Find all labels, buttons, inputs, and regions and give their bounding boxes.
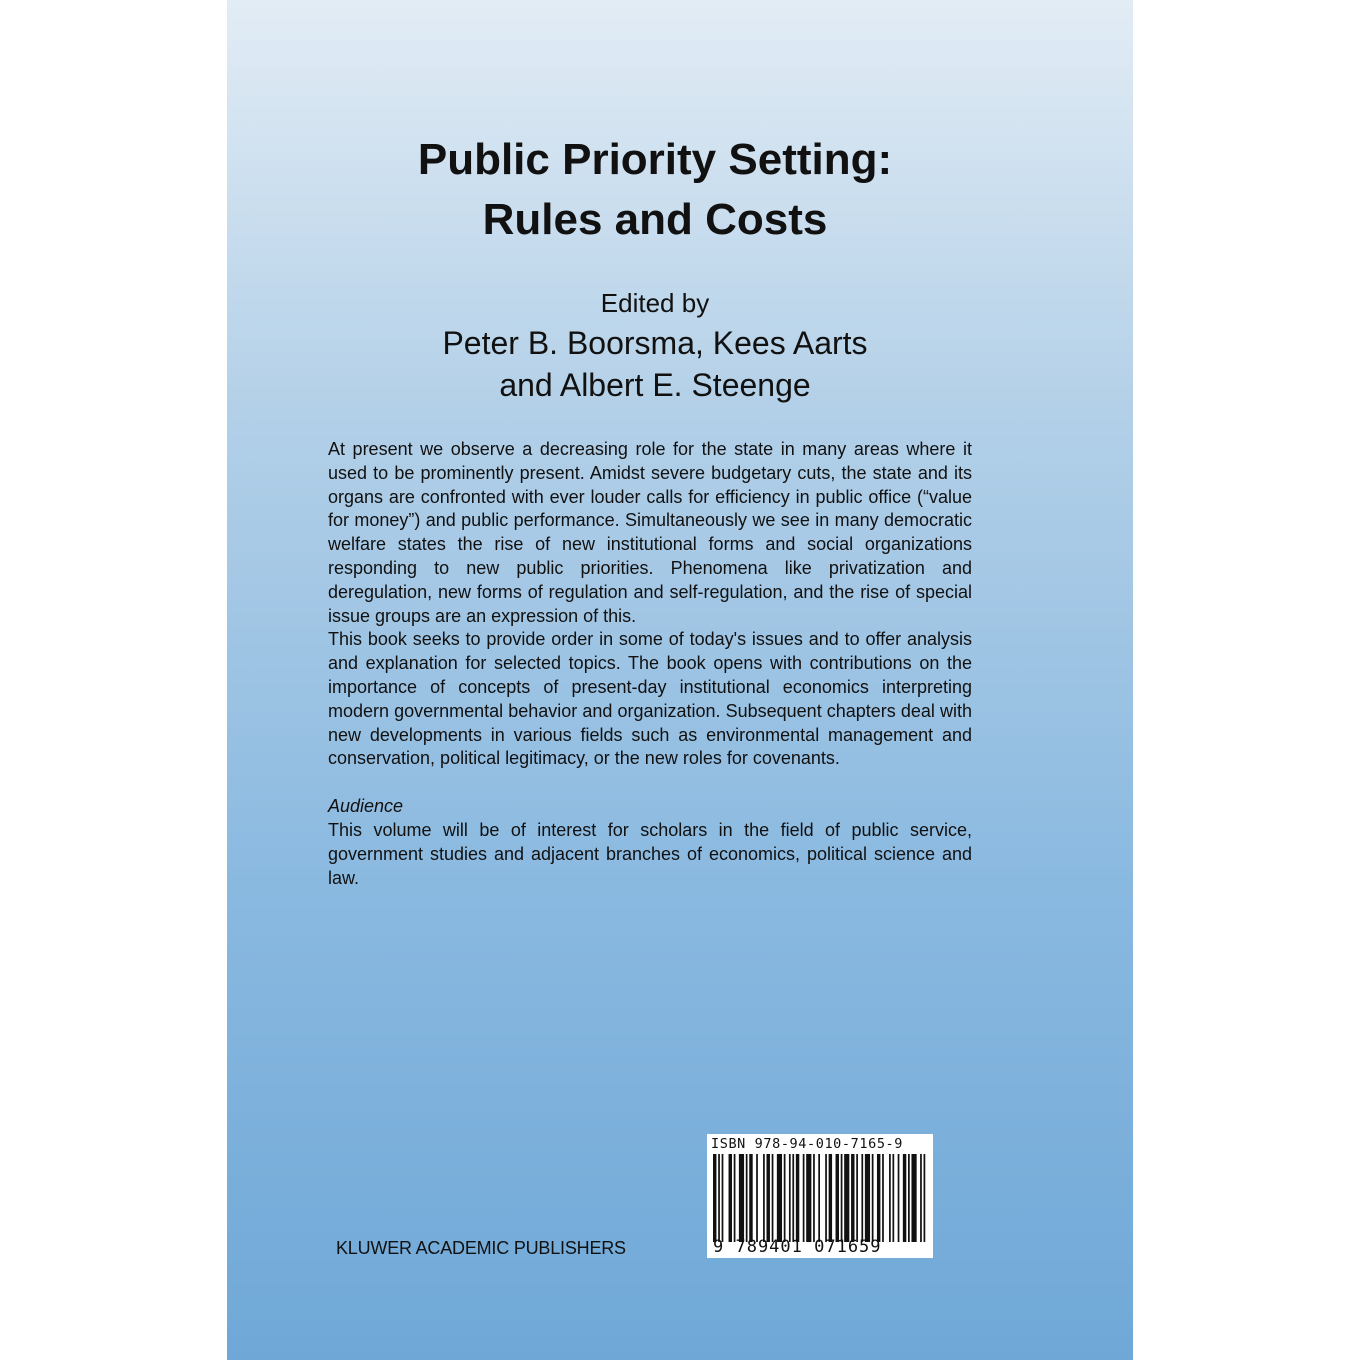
publisher-name: KLUWER ACADEMIC PUBLISHERS bbox=[336, 1238, 626, 1258]
audience-heading: Audience bbox=[328, 796, 404, 817]
barcode-bar bbox=[872, 1154, 874, 1242]
editors-block bbox=[227, 284, 1083, 406]
barcode-bar bbox=[777, 1154, 782, 1242]
title-line-1: Public Priority Setting: bbox=[417, 135, 893, 184]
book-title bbox=[227, 130, 1083, 250]
barcode-bar bbox=[749, 1154, 752, 1242]
barcode-bar bbox=[813, 1154, 815, 1242]
barcode-bar bbox=[911, 1154, 916, 1242]
barcode-bar bbox=[908, 1154, 910, 1242]
barcode-bar bbox=[792, 1154, 794, 1242]
barcode-bar bbox=[767, 1154, 770, 1242]
barcode-bar bbox=[903, 1154, 906, 1242]
isbn-barcode bbox=[707, 1134, 933, 1258]
isbn-label: ISBN 978-94-010-7165-9 bbox=[711, 1136, 904, 1152]
book-back-cover bbox=[227, 0, 1133, 1360]
barcode-bar bbox=[806, 1154, 811, 1242]
barcode-bar bbox=[772, 1154, 774, 1242]
description-paragraph-2: This book seeks to provide order in some of today's issues and to offer analysis and explanation for selected topics. The book opens with contributions on the importance of concepts of present-day institutional economics interpreting modern governmental behavior and organization. Subsequent chapters deal with new developments in various fields such as environmental management and conservation, political legitimacy, or the new roles for covenants. bbox=[328, 629, 972, 769]
barcode-bar bbox=[898, 1154, 900, 1242]
barcode-digits: 9 789401 071659 bbox=[713, 1237, 882, 1257]
barcode-bar bbox=[844, 1154, 849, 1242]
barcode-bar bbox=[763, 1154, 765, 1242]
barcode-bar bbox=[818, 1154, 820, 1242]
barcode-bar bbox=[718, 1154, 720, 1242]
description-block bbox=[328, 438, 972, 890]
barcode-bar bbox=[851, 1154, 854, 1242]
barcode-bar bbox=[924, 1154, 926, 1242]
barcode-bar bbox=[865, 1154, 870, 1242]
barcode-bar bbox=[836, 1154, 839, 1242]
barcode-bar bbox=[825, 1154, 827, 1242]
barcode-bar bbox=[729, 1154, 732, 1242]
barcode-bar bbox=[856, 1154, 858, 1242]
barcode-bar bbox=[829, 1154, 832, 1242]
title-line-2: Rules and Costs bbox=[482, 195, 828, 244]
barcode-bar bbox=[892, 1154, 894, 1242]
barcode-bar bbox=[889, 1154, 891, 1242]
barcode-bar bbox=[920, 1154, 922, 1242]
barcode-bar bbox=[877, 1154, 880, 1242]
audience-text: This volume will be of interest for scholars in the field of public service, government studies and adjacent branches of economics, political science and law. bbox=[328, 819, 972, 888]
barcode-bar bbox=[803, 1154, 805, 1242]
barcode-bar bbox=[796, 1154, 799, 1242]
barcode-bar bbox=[734, 1154, 736, 1242]
barcode-bar bbox=[784, 1154, 786, 1242]
description-paragraph-1: At present we observe a decreasing role for the state in many areas where it used to be prominently present. Amidst severe budgetary cuts, the state and its organs are confronted with ever louder calls for efficiency in public office (“value for money”) and public performance. Simultaneously we see in many democratic welfare states the rise of new institutional forms and social organizations responding to new public priorities. Phenomena like privatization and deregulation, new forms of regulation and self-regulation, and the rise of special issue groups are an expression of this. bbox=[328, 439, 972, 626]
barcode-bar bbox=[789, 1154, 791, 1242]
barcode-bar bbox=[739, 1154, 744, 1242]
barcode-bar bbox=[722, 1154, 724, 1242]
barcode-bar bbox=[746, 1154, 748, 1242]
editor-line-1: Peter B. Boorsma, Kees Aarts bbox=[442, 325, 868, 361]
barcode-bar bbox=[841, 1154, 843, 1242]
barcode-bar bbox=[882, 1154, 884, 1242]
barcode-bar bbox=[861, 1154, 863, 1242]
barcode-bars bbox=[713, 1154, 927, 1242]
barcode-bar bbox=[756, 1154, 758, 1242]
editor-line-2: and Albert E. Steenge bbox=[499, 367, 811, 403]
barcode-bar bbox=[713, 1154, 716, 1242]
edited-by-label: Edited by bbox=[600, 288, 710, 318]
